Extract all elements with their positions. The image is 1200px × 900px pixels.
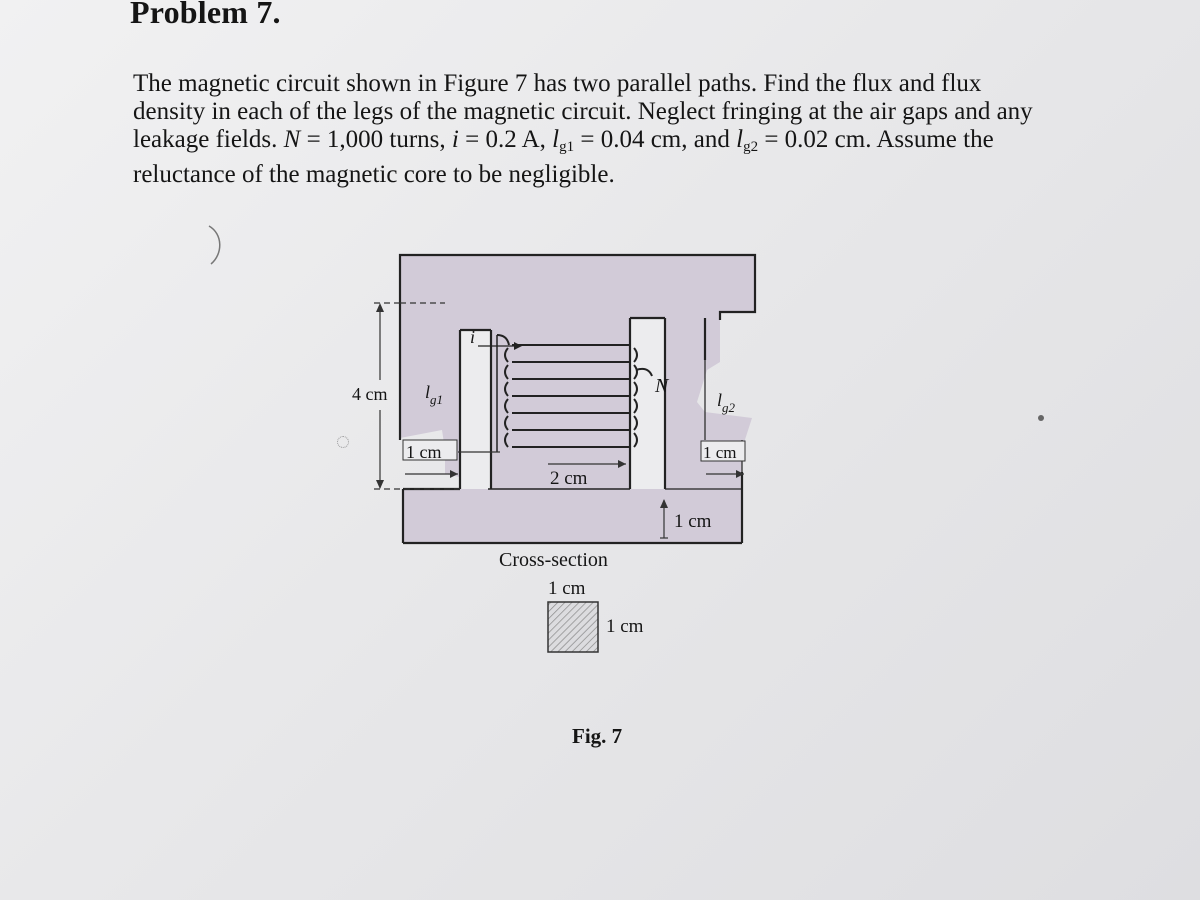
cross-section-square [548, 602, 598, 652]
statement-text: = 0.04 cm, and [574, 126, 737, 153]
cross-section-width-label: 1 cm [548, 578, 586, 599]
statement-text: = 0.2 A, [458, 126, 553, 153]
current-symbol: i [451, 126, 459, 153]
figure-caption: Fig. 7 [572, 724, 623, 748]
height-label: 4 cm [352, 384, 388, 404]
magnetic-core [400, 255, 755, 543]
turns-symbol: N [283, 126, 301, 153]
gap2-label: $l_{g2}$ [717, 390, 736, 415]
turns-label: N [655, 375, 669, 397]
statement-line-2: density in each of the legs of the magnetic circuit. Neglect fringing at the air gaps and any [133, 98, 1033, 125]
left-window [460, 330, 491, 489]
statement-text: = 0.02 cm. Assume the [758, 126, 994, 153]
gap2-symbol: l [736, 126, 744, 153]
problem-statement [133, 70, 1143, 189]
cross-section-height-label: 1 cm [606, 616, 644, 637]
cross-section-title: Cross-section [499, 549, 608, 571]
statement-line-3 [133, 126, 1143, 161]
gap1-subscript: g1 [559, 139, 575, 155]
left-leg-width-label: 1 cm [406, 442, 442, 462]
right-window [630, 318, 665, 489]
problem-title: Problem 7. [130, 0, 281, 30]
statement-line-1: The magnetic circuit shown in Figure 7 has two parallel paths. Find the flux and flux [133, 70, 982, 97]
statement-text: = 1,000 turns, [300, 126, 452, 153]
center-width-label: 2 cm [550, 468, 588, 489]
paper-speck [337, 436, 349, 448]
paper-speck [1038, 415, 1044, 421]
bottom-thickness-label: 1 cm [674, 511, 712, 532]
statement-line-4: reluctance of the magnetic core to be negligible. [133, 161, 615, 188]
gap2-subscript: g2 [743, 139, 759, 155]
right-leg-width-label: 1 cm [703, 443, 737, 462]
magnetic-circuit-figure [340, 245, 770, 755]
current-label: i [470, 327, 476, 347]
gap1-label: $l_{g1}$ [425, 382, 444, 407]
statement-text: leakage fields. [133, 126, 284, 153]
gap1-symbol: l [552, 126, 560, 153]
pen-mark [205, 224, 227, 266]
